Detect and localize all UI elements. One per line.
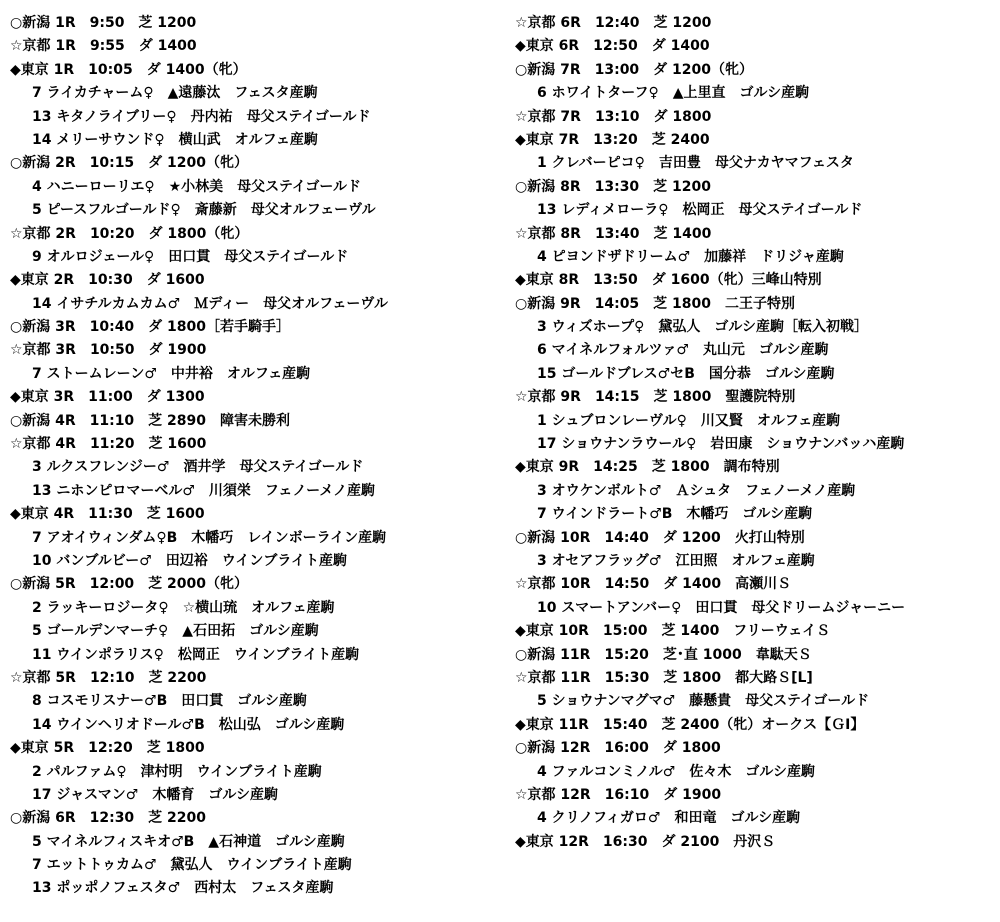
- race-header-text: ◆東京 3R 11:00 ダ 1300: [10, 389, 205, 406]
- horse-entry: [10, 82, 490, 105]
- race-header-text: ☆京都 3R 10:50 ダ 1900: [10, 342, 207, 359]
- race-header-text: ○新潟 5R 12:00 芝 2000（牝）: [10, 576, 249, 593]
- horse-entry-text: 14 ウインヘリオドール♂B 松山弘 ゴルシ産駒: [32, 716, 345, 733]
- horse-entry: [515, 597, 995, 620]
- horse-entry: [10, 246, 490, 269]
- race-header-text: ◆東京 11R 15:40 芝 2400（牝）: [515, 716, 762, 733]
- horse-entry: [10, 831, 490, 854]
- horse-entry-text: 13 ニホンピロマーベル♂ 川須栄 フェノーメノ産駒: [32, 482, 375, 499]
- race-header: [515, 667, 995, 690]
- race-header-text: ☆京都 7R 13:10 ダ 1800: [515, 108, 712, 125]
- horse-entry: [515, 246, 995, 269]
- horse-entry: [10, 456, 490, 479]
- horse-entry-text: 1 クレバーピコ♀ 吉田豊 母父ナカヤマフェスタ: [537, 155, 854, 172]
- race-header: [10, 667, 490, 690]
- horse-entry: [515, 152, 995, 175]
- race-header: [515, 59, 995, 82]
- horse-entry: [10, 363, 490, 386]
- horse-entry-text: 7 ストームレーン♂ 中井裕 オルフェ産駒: [32, 365, 311, 382]
- horse-entry-text: 10 バンブルビー♂ 田辺裕 ウインブライト産駒: [32, 552, 347, 569]
- race-header: [515, 176, 995, 199]
- horse-entry: [10, 620, 490, 643]
- horse-entry: [515, 363, 995, 386]
- race-header-text: ○新潟 4R 11:10 芝 2890 障害未勝利: [10, 412, 291, 429]
- left-column: [10, 12, 490, 901]
- horse-entry: [10, 597, 490, 620]
- horse-entry: [515, 199, 995, 222]
- race-header-text: ☆京都 5R 12:10 芝 2200: [10, 669, 207, 686]
- race-header: [515, 527, 995, 550]
- horse-entry: [10, 784, 490, 807]
- race-header: [515, 223, 995, 246]
- race-header-text: ◆東京 10R 15:00 芝 1400 フリーウェイＳ: [515, 623, 831, 640]
- horse-entry: [10, 480, 490, 503]
- race-header-text: ☆京都 11R 15:30 芝 1800 都大路Ｓ[L]: [515, 669, 813, 686]
- race-header: [515, 714, 995, 737]
- race-header: [515, 129, 995, 152]
- horse-entry-text: 5 ショウナンマグマ♂ 藤懸貴 母父ステイゴールド: [537, 693, 870, 710]
- horse-entry-text: 4 クリノフィガロ♂ 和田竜 ゴルシ産駒: [537, 810, 801, 827]
- horse-entry: [515, 82, 995, 105]
- horse-entry: [10, 854, 490, 877]
- race-header-text: ☆京都 8R 13:40 芝 1400: [515, 225, 712, 242]
- horse-entry-text: 6 ホワイトターフ♀ ▲上里直 ゴルシ産駒: [537, 85, 810, 102]
- race-header: [10, 269, 490, 292]
- race-header: [515, 784, 995, 807]
- race-header-text: ○新潟 6R 12:30 芝 2200: [10, 810, 207, 827]
- race-header-text: ◆東京 12R 16:30 ダ 2100 丹沢Ｓ: [515, 833, 776, 850]
- race-header-text: ◆東京 1R 10:05 ダ 1400（牝）: [10, 61, 247, 78]
- race-header: [515, 573, 995, 596]
- horse-entry: [515, 433, 995, 456]
- horse-entry-text: 11 ウインポラリス♀ 松岡正 ウインブライト産駒: [32, 646, 360, 663]
- horse-entry: [515, 316, 995, 339]
- horse-entry-text: 2 パルファム♀ 津村明 ウインブライト産駒: [32, 763, 322, 780]
- horse-entry-text: 1 シュブロンレーヴル♀ 川又賢 オルフェ産駒: [537, 412, 841, 429]
- race-header-text: ○新潟 2R 10:15 ダ 1200（牝）: [10, 155, 249, 172]
- race-header: [10, 737, 490, 760]
- horse-entry-text: 5 ゴールデンマーチ♀ ▲石田拓 ゴルシ産駒: [32, 623, 319, 640]
- race-header: [10, 573, 490, 596]
- race-header-text: ○新潟 12R 16:00 ダ 1800: [515, 740, 721, 757]
- horse-entry: [10, 690, 490, 713]
- horse-entry-text: 14 イサチルカムカム♂ Ｍディー 母父オルフェーヴル: [32, 295, 388, 312]
- horse-entry: [515, 410, 995, 433]
- race-header-text: ☆京都 2R 10:20 ダ 1800（牝）: [10, 225, 249, 242]
- race-header-text: ◆東京 9R 14:25 芝 1800 調布特別: [515, 459, 780, 476]
- race-header: [515, 456, 995, 479]
- race-header: [515, 831, 995, 854]
- horse-entry: [10, 293, 490, 316]
- horse-entry-text: 14 メリーサウンド♀ 横山武 オルフェ産駒: [32, 131, 318, 148]
- horse-entry-text: 7 アオイウィンダム♀B 木幡巧 レインボーライン産駒: [32, 529, 387, 546]
- race-title-highlight: オークス【ＧⅠ】: [761, 716, 865, 733]
- right-column: [515, 12, 995, 854]
- race-header-text: ☆京都 4R 11:20 芝 1600: [10, 436, 207, 453]
- race-header: [515, 106, 995, 129]
- horse-entry: [10, 176, 490, 199]
- horse-entry-text: 17 ショウナンラウール♀ 岩田康 ショウナンバッハ産駒: [537, 436, 905, 453]
- horse-entry-text: 15 ゴールドブレス♂セB 国分恭 ゴルシ産駒: [537, 365, 835, 382]
- horse-entry: [10, 761, 490, 784]
- horse-entry: [10, 106, 490, 129]
- race-header-text: ○新潟 8R 13:30 芝 1200: [515, 178, 712, 195]
- race-header-text: ☆京都 10R 14:50 ダ 1400 高瀬川Ｓ: [515, 576, 792, 593]
- horse-entry-text: 13 ポッポノフェスタ♂ 西村太 フェスタ産駒: [32, 880, 334, 897]
- horse-entry-text: 8 コスモリスナー♂B 田口貫 ゴルシ産駒: [32, 693, 307, 710]
- horse-entry-text: 13 キタノライブリー♀ 丹内祐 母父ステイゴールド: [32, 108, 371, 125]
- horse-entry-text: 3 オセアフラッグ♂ 江田照 オルフェ産駒: [537, 552, 815, 569]
- horse-entry: [10, 644, 490, 667]
- race-header: [515, 293, 995, 316]
- race-header-text: ☆京都 12R 16:10 ダ 1900: [515, 786, 722, 803]
- horse-entry: [10, 527, 490, 550]
- race-header: [515, 35, 995, 58]
- race-header-text: ○新潟 9R 14:05 芝 1800 二王子特別: [515, 295, 796, 312]
- horse-entry: [515, 550, 995, 573]
- race-header-text: ○新潟 11R 15:20 芝･直 1000 韋駄天Ｓ: [515, 646, 812, 663]
- horse-entry: [10, 550, 490, 573]
- horse-entry-text: 7 ライカチャーム♀ ▲遠藤汰 フェスタ産駒: [32, 85, 318, 102]
- race-header: [10, 35, 490, 58]
- horse-entry: [515, 480, 995, 503]
- race-header-text: ☆京都 9R 14:15 芝 1800 聖護院特別: [515, 389, 796, 406]
- race-header: [10, 433, 490, 456]
- horse-entry-text: 3 ルクスフレンジー♂ 酒井学 母父ステイゴールド: [32, 459, 364, 476]
- race-header-text: ◆東京 4R 11:30 芝 1600: [10, 506, 205, 523]
- horse-entry-text: 2 ラッキーロジータ♀ ☆横山琉 オルフェ産駒: [32, 599, 335, 616]
- horse-entry-text: 6 マイネルフォルツァ♂ 丸山元 ゴルシ産駒: [537, 342, 829, 359]
- horse-entry: [515, 690, 995, 713]
- race-header-text: ◆東京 8R 13:50 ダ 1600（牝）三峰山特別: [515, 272, 822, 289]
- race-header-text: ○新潟 7R 13:00 ダ 1200（牝）: [515, 61, 754, 78]
- horse-entry: [10, 714, 490, 737]
- horse-entry-text: 3 オウケンボルト♂ Ａシュタ フェノーメノ産駒: [537, 482, 856, 499]
- race-header-text: ◆東京 6R 12:50 ダ 1400: [515, 38, 710, 55]
- horse-entry: [10, 199, 490, 222]
- race-header: [10, 316, 490, 339]
- horse-entry-text: 10 スマートアンバー♀ 田口貫 母父ドリームジャーニー: [537, 599, 906, 616]
- horse-entry-text: 3 ウィズホープ♀ 黛弘人 ゴルシ産駒［転入初戦］: [537, 319, 868, 336]
- race-header: [515, 12, 995, 35]
- race-header-text: ◆東京 7R 13:20 芝 2400: [515, 131, 710, 148]
- race-header-text: ○新潟 1R 9:50 芝 1200: [10, 15, 197, 31]
- race-header: [10, 59, 490, 82]
- horse-entry: [515, 503, 995, 526]
- race-header: [10, 807, 490, 830]
- race-header-text: ☆京都 6R 12:40 芝 1200: [515, 15, 712, 31]
- race-header: [515, 269, 995, 292]
- horse-entry: [10, 129, 490, 152]
- race-header: [10, 12, 490, 35]
- race-header: [10, 503, 490, 526]
- horse-entry-text: 5 ピースフルゴールド♀ 斎藤新 母父オルフェーヴル: [32, 202, 376, 219]
- race-header-text: ○新潟 3R 10:40 ダ 1800［若手騎手］: [10, 319, 291, 336]
- horse-entry-text: 7 エットトゥカム♂ 黛弘人 ウインブライト産駒: [32, 857, 352, 874]
- race-header: [10, 223, 490, 246]
- horse-entry-text: 13 レディメローラ♀ 松岡正 母父ステイゴールド: [537, 202, 863, 219]
- race-header-text: ☆京都 1R 9:55 ダ 1400: [10, 38, 197, 55]
- horse-entry-text: 5 マイネルフィスキオ♂B ▲石神道 ゴルシ産駒: [32, 833, 345, 850]
- horse-entry: [515, 807, 995, 830]
- horse-entry: [515, 761, 995, 784]
- horse-entry: [515, 339, 995, 362]
- race-header: [515, 620, 995, 643]
- race-header-text: ◆東京 5R 12:20 芝 1800: [10, 740, 205, 757]
- race-header: [515, 386, 995, 409]
- horse-entry-text: 4 ファルコンミノル♂ 佐々木 ゴルシ産駒: [537, 763, 815, 780]
- horse-entry-text: 7 ウインドラート♂B 木幡巧 ゴルシ産駒: [537, 506, 813, 523]
- race-header: [10, 386, 490, 409]
- race-header: [515, 644, 995, 667]
- horse-entry-text: 4 ハニーローリエ♀ ★小林美 母父ステイゴールド: [32, 178, 362, 195]
- race-header-text: ◆東京 2R 10:30 ダ 1600: [10, 272, 205, 289]
- horse-entry-text: 4 ピヨンドザドリーム♂ 加藤祥 ドリジャ産駒: [537, 248, 844, 265]
- horse-entry: [10, 877, 490, 900]
- race-header: [515, 737, 995, 760]
- race-header-text: ○新潟 10R 14:40 ダ 1200 火打山特別: [515, 529, 805, 546]
- horse-entry-text: 9 オルロジェール♀ 田口貫 母父ステイゴールド: [32, 248, 349, 265]
- race-header: [10, 339, 490, 362]
- race-header: [10, 152, 490, 175]
- race-header: [10, 410, 490, 433]
- horse-entry-text: 17 ジャスマン♂ 木幡育 ゴルシ産駒: [32, 786, 278, 803]
